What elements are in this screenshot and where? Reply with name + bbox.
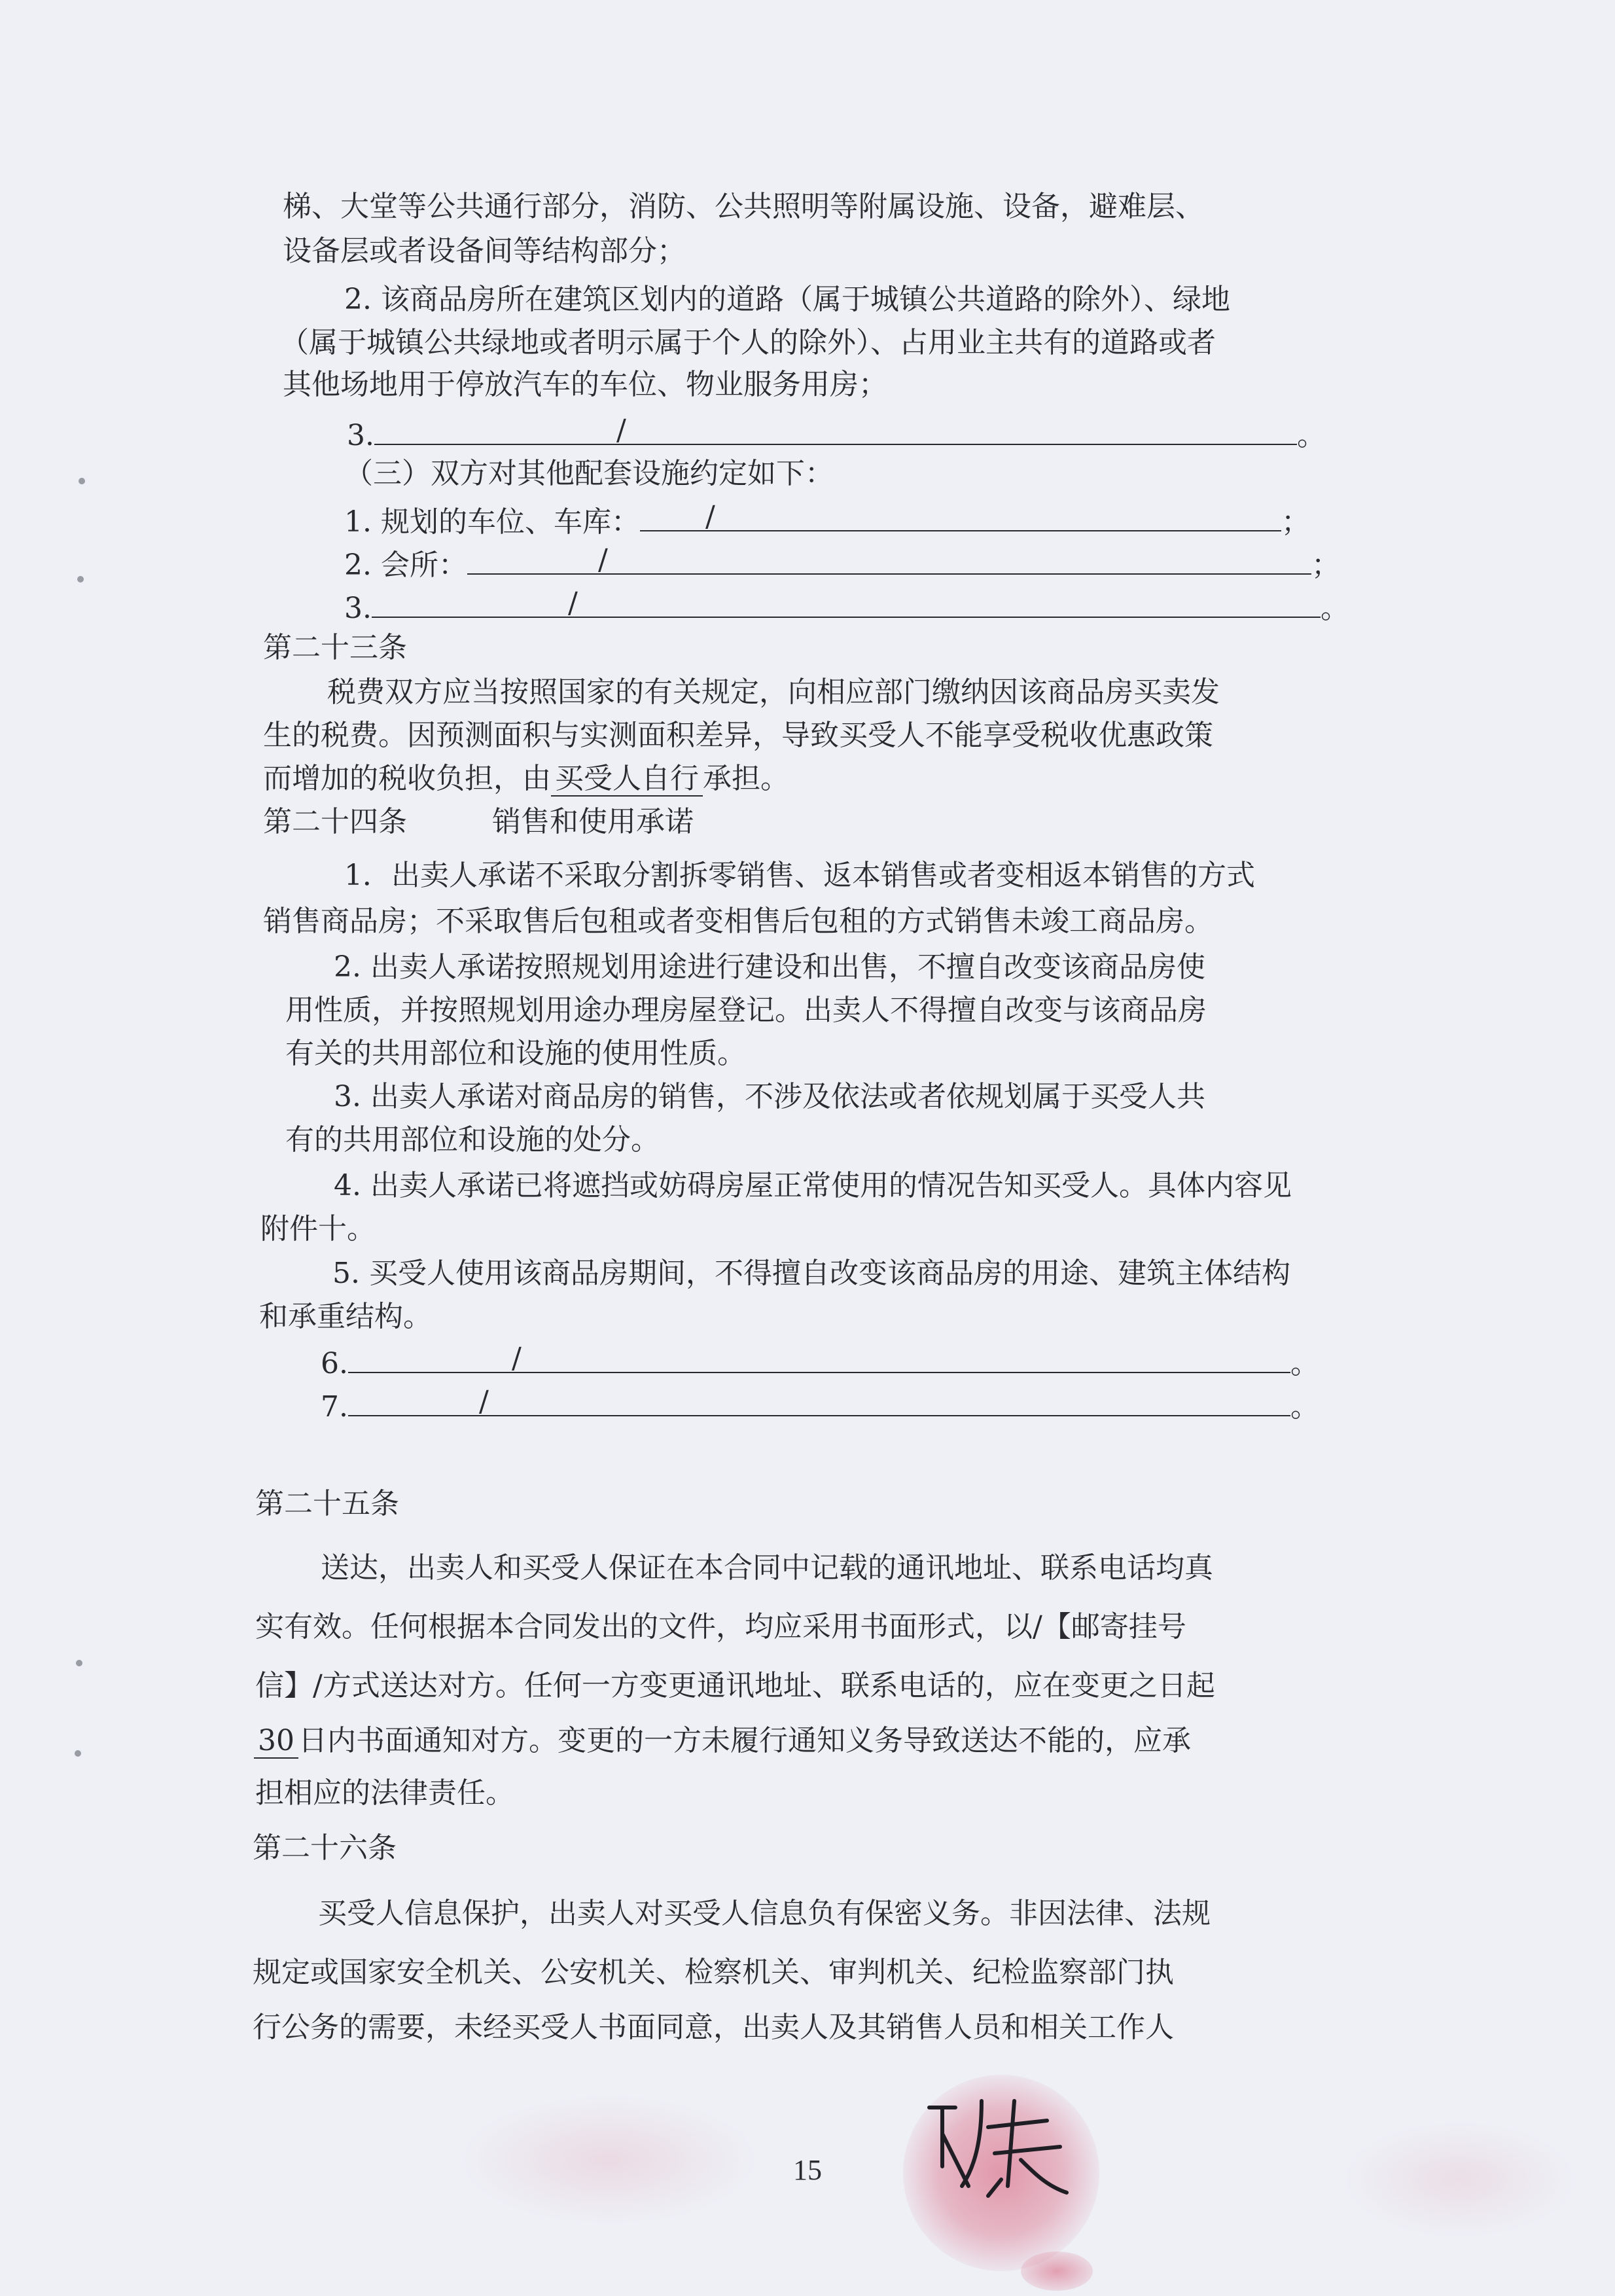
- punch-hole: [75, 1750, 81, 1757]
- signature-mark: [916, 2088, 1086, 2199]
- punch-hole: [79, 478, 85, 484]
- text-line: 4. 出卖人承诺已将遮挡或妨碍房屋正常使用的情况告知买受人。具体内容见: [334, 1169, 1292, 1202]
- tax-party-fill: 买受人自行: [551, 762, 703, 797]
- blank-item-7: 7. / 。: [321, 1385, 1319, 1424]
- section-3-title: （三）双方对其他配套设施约定如下：: [344, 457, 834, 490]
- text-line: 用性质，并按照规划用途办理房屋登记。出卖人不得擅自改变与该商品房: [285, 994, 1207, 1027]
- article-24-title: 第二十四条 销售和使用承诺: [263, 805, 694, 838]
- text-line: 其他场地用于停放汽车的车位、物业服务用房；: [283, 368, 887, 401]
- text-line: 2. 该商品房所在建筑区划内的道路（属于城镇公共道路的除外）、绿地: [344, 283, 1230, 316]
- text-line: 1．出卖人承诺不采取分割拆零销售、返本销售或者变相返本销售的方式: [344, 859, 1255, 892]
- text-line: 而增加的税收负担，由 买受人自行 承担。: [263, 762, 789, 795]
- text-line: 买受人信息保护，出卖人对买受人信息负有保密义务。非因法律、法规: [318, 1897, 1211, 1930]
- article-23-title: 第二十三条: [263, 631, 407, 664]
- text-line: 和承重结构。: [259, 1300, 432, 1333]
- text-line: 担相应的法律责任。: [255, 1776, 514, 1810]
- text-line: 有的共用部位和设施的处分。: [285, 1123, 660, 1157]
- seal-smudge: [1341, 2121, 1577, 2238]
- text-line: 设备层或者设备间等结构部分；: [283, 234, 686, 268]
- punch-hole: [76, 1660, 82, 1666]
- text-line: 销售商品房；不采取售后包租或者变相售后包租的方式销售未竣工商品房。: [263, 905, 1213, 938]
- blank-item-3a: 3. / 。: [347, 414, 1326, 452]
- text-line: 信】/方式送达对方。任何一方变更通讯地址、联系电话的，应在变更之日起: [255, 1669, 1215, 1702]
- seal-smudge: [458, 2094, 759, 2225]
- text-line: 生的税费。因预测面积与实测面积差异，导致买受人不能享受税收优惠政策: [263, 719, 1213, 752]
- blank-item-3b: 3. / 。: [344, 586, 1349, 625]
- blank-item-6: 6. / 。: [321, 1342, 1319, 1380]
- punch-hole: [77, 576, 84, 583]
- club-blank: 2. 会所： / ；: [344, 543, 1340, 582]
- text-line: 送达，出卖人和买受人保证在本合同中记载的通讯地址、联系电话均真: [321, 1551, 1213, 1585]
- text-line: 规定或国家安全机关、公安机关、检察机关、审判机关、纪检监察部门执: [253, 1956, 1174, 1989]
- text-line: 梯、大堂等公共通行部分，消防、公共照明等附属设施、设备，避难层、: [283, 190, 1204, 223]
- text-line: （属于城镇公共绿地或者明示属于个人的除外）、占用业主共有的道路或者: [280, 326, 1216, 359]
- parking-blank: 1. 规划的车位、车库： / ；: [344, 500, 1310, 539]
- text-line: 有关的共用部位和设施的使用性质。: [285, 1037, 746, 1070]
- text-line: 实有效。任何根据本合同发出的文件，均应采用书面形式，以/【邮寄挂号: [255, 1610, 1186, 1643]
- page-number: 15: [793, 2154, 822, 2186]
- text-line: 税费双方应当按照国家的有关规定，向相应部门缴纳因该商品房买卖发: [327, 675, 1220, 709]
- text-line: 附件十。: [260, 1212, 376, 1246]
- text-line: 行公务的需要，未经买受人书面同意，出卖人及其销售人员和相关工作人: [253, 2011, 1174, 2044]
- text-line: 5. 买受人使用该商品房期间，不得擅自改变该商品房的用途、建筑主体结构: [332, 1257, 1290, 1290]
- text-line: 3. 出卖人承诺对商品房的销售，不涉及依法或者依规划属于买受人共: [334, 1080, 1205, 1113]
- article-25-title: 第二十五条: [255, 1487, 399, 1520]
- text-line: 2. 出卖人承诺按照规划用途进行建设和出售，不擅自改变该商品房使: [334, 950, 1205, 984]
- text-line: 30 日内书面通知对方。变更的一方未履行通知义务导致送达不能的，应承: [254, 1723, 1191, 1759]
- article-26-title: 第二十六条: [253, 1831, 397, 1865]
- notice-days-fill: 30: [254, 1724, 298, 1759]
- article-24-subtitle: 销售和使用承诺: [492, 805, 694, 838]
- seal-smudge: [1021, 2251, 1093, 2291]
